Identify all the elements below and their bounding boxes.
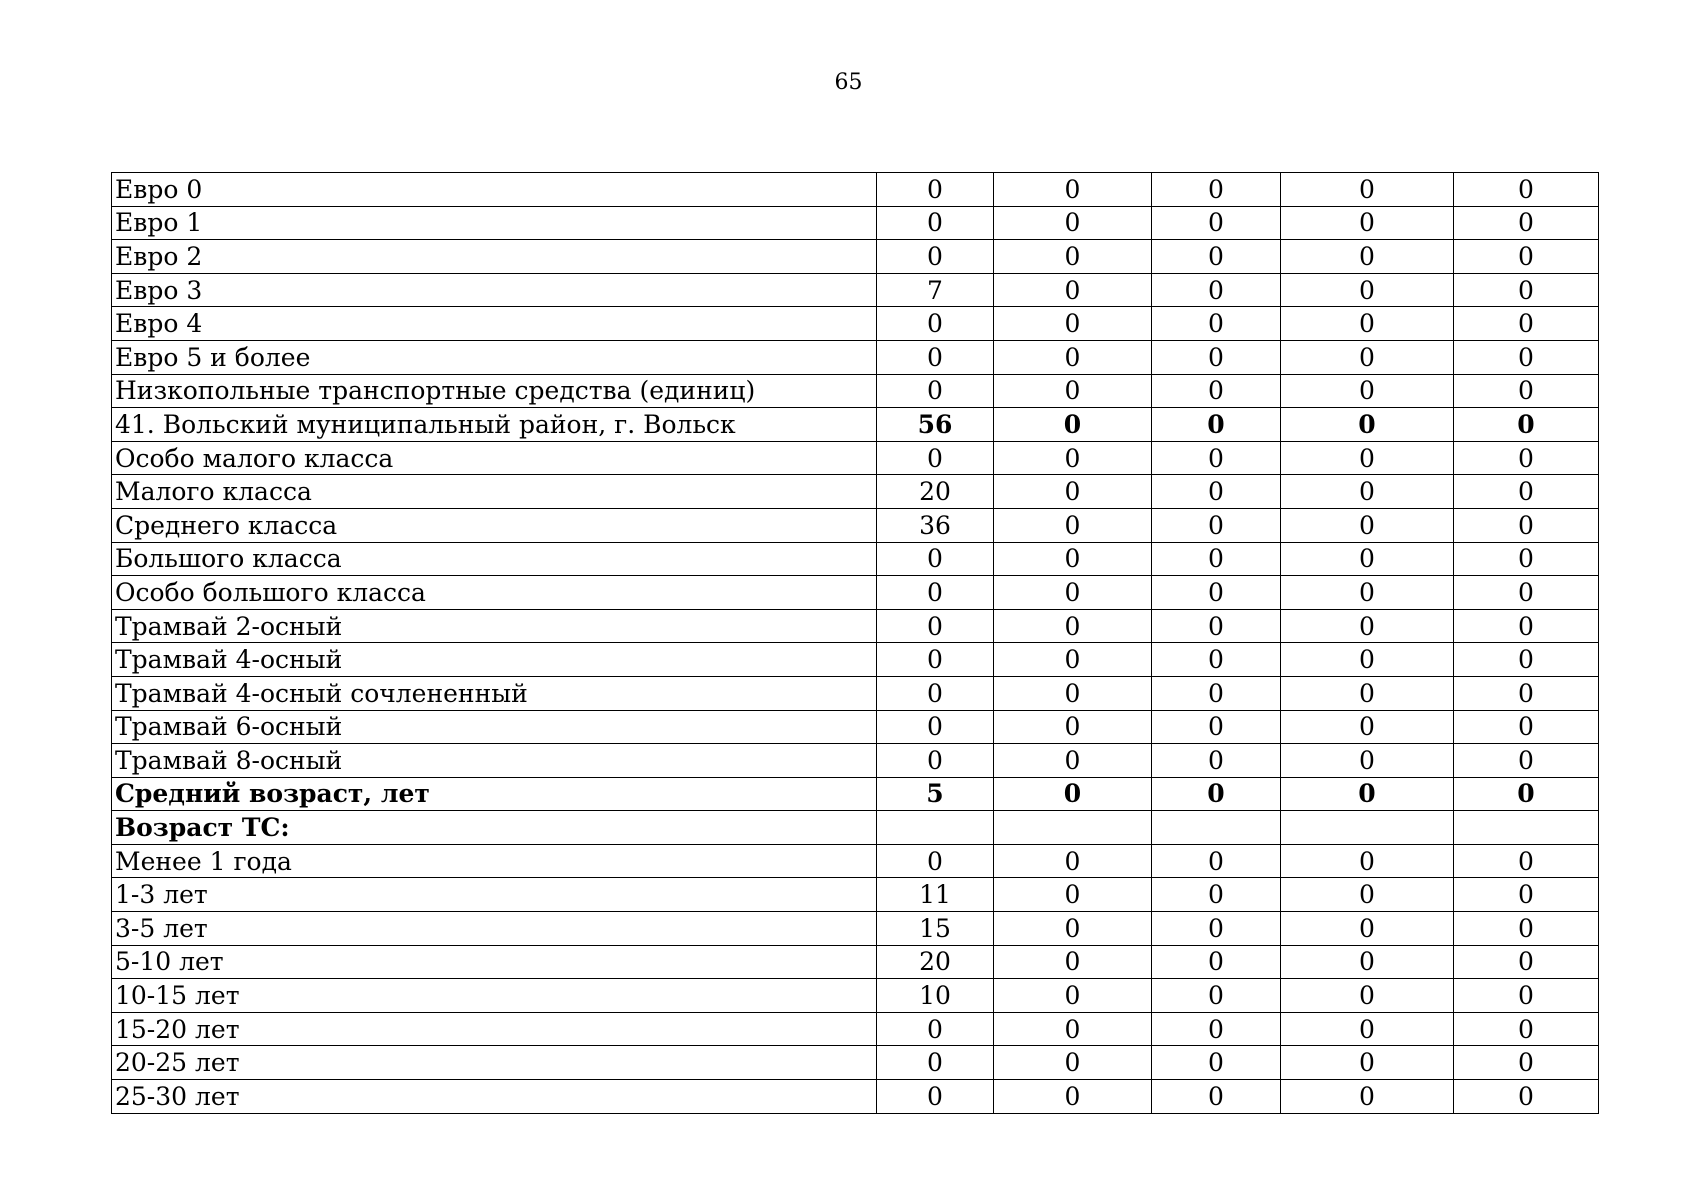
row-label: Евро 3 xyxy=(112,273,877,307)
value-cell: 0 xyxy=(1281,340,1454,374)
value-cell: 0 xyxy=(877,1012,994,1046)
table-row xyxy=(112,508,1599,542)
value-cell: 0 xyxy=(1454,576,1599,610)
value-cell: 0 xyxy=(994,643,1152,677)
value-cell: 0 xyxy=(1454,1012,1599,1046)
table-row xyxy=(112,542,1599,576)
value-cell: 0 xyxy=(1152,945,1281,979)
value-cell: 5 xyxy=(877,777,994,811)
row-label: Трамвай 4-осный xyxy=(112,643,877,677)
table-row xyxy=(112,1046,1599,1080)
value-cell: 0 xyxy=(1281,576,1454,610)
value-cell: 0 xyxy=(1152,777,1281,811)
value-cell: 0 xyxy=(994,576,1152,610)
value-cell: 0 xyxy=(994,979,1152,1013)
value-cell: 0 xyxy=(1454,273,1599,307)
row-label: Малого класса xyxy=(112,475,877,509)
row-label: Среднего класса xyxy=(112,508,877,542)
value-cell: 0 xyxy=(1152,912,1281,946)
value-cell: 0 xyxy=(1454,508,1599,542)
value-cell: 0 xyxy=(1152,508,1281,542)
value-cell: 0 xyxy=(994,744,1152,778)
table-row xyxy=(112,979,1599,1013)
table-row xyxy=(112,307,1599,341)
value-cell xyxy=(1152,811,1281,845)
value-cell: 0 xyxy=(1281,542,1454,576)
row-label: 10-15 лет xyxy=(112,979,877,1013)
row-label: Трамвай 8-осный xyxy=(112,744,877,778)
value-cell: 10 xyxy=(877,979,994,1013)
value-cell: 0 xyxy=(1281,273,1454,307)
value-cell: 0 xyxy=(1152,1080,1281,1114)
value-cell: 0 xyxy=(1152,475,1281,509)
table-row xyxy=(112,945,1599,979)
value-cell: 0 xyxy=(1152,374,1281,408)
value-cell: 0 xyxy=(1281,777,1454,811)
value-cell: 0 xyxy=(1454,945,1599,979)
value-cell: 0 xyxy=(877,1080,994,1114)
value-cell: 0 xyxy=(1281,508,1454,542)
value-cell: 0 xyxy=(877,441,994,475)
value-cell: 0 xyxy=(994,945,1152,979)
value-cell: 0 xyxy=(1281,173,1454,207)
value-cell: 0 xyxy=(1152,979,1281,1013)
value-cell: 0 xyxy=(1152,340,1281,374)
value-cell: 0 xyxy=(1454,173,1599,207)
value-cell: 0 xyxy=(877,542,994,576)
value-cell: 0 xyxy=(994,508,1152,542)
value-cell: 0 xyxy=(1454,1046,1599,1080)
table-row xyxy=(112,576,1599,610)
row-label: Евро 4 xyxy=(112,307,877,341)
value-cell: 0 xyxy=(877,307,994,341)
value-cell xyxy=(877,811,994,845)
table-row xyxy=(112,643,1599,677)
value-cell: 0 xyxy=(877,173,994,207)
table-row xyxy=(112,206,1599,240)
value-cell: 0 xyxy=(994,441,1152,475)
value-cell: 0 xyxy=(994,340,1152,374)
value-cell: 0 xyxy=(1281,609,1454,643)
value-cell: 0 xyxy=(1454,844,1599,878)
value-cell: 0 xyxy=(994,710,1152,744)
value-cell: 0 xyxy=(877,844,994,878)
value-cell: 0 xyxy=(1281,676,1454,710)
value-cell: 0 xyxy=(877,710,994,744)
table-row xyxy=(112,710,1599,744)
value-cell: 0 xyxy=(1454,475,1599,509)
row-label: Низкопольные транспортные средства (единиц) xyxy=(112,374,877,408)
value-cell: 0 xyxy=(1152,710,1281,744)
row-label: Евро 1 xyxy=(112,206,877,240)
value-cell: 0 xyxy=(1281,844,1454,878)
value-cell: 0 xyxy=(994,777,1152,811)
value-cell: 0 xyxy=(1281,206,1454,240)
table-row xyxy=(112,744,1599,778)
value-cell: 0 xyxy=(1152,542,1281,576)
value-cell: 0 xyxy=(994,240,1152,274)
row-label: 20-25 лет xyxy=(112,1046,877,1080)
table-row xyxy=(112,912,1599,946)
value-cell: 0 xyxy=(994,273,1152,307)
row-label: Евро 0 xyxy=(112,173,877,207)
value-cell: 0 xyxy=(1152,240,1281,274)
value-cell: 0 xyxy=(1454,542,1599,576)
value-cell: 0 xyxy=(1281,374,1454,408)
table-row xyxy=(112,609,1599,643)
value-cell: 0 xyxy=(994,408,1152,442)
value-cell: 0 xyxy=(994,542,1152,576)
value-cell: 0 xyxy=(877,374,994,408)
table-row xyxy=(112,408,1599,442)
table-row xyxy=(112,777,1599,811)
row-label: Возраст ТС: xyxy=(112,811,877,845)
table-row xyxy=(112,676,1599,710)
value-cell: 0 xyxy=(1281,643,1454,677)
value-cell: 0 xyxy=(994,1080,1152,1114)
value-cell: 0 xyxy=(1152,676,1281,710)
value-cell: 0 xyxy=(877,676,994,710)
value-cell: 11 xyxy=(877,878,994,912)
row-label: Трамвай 4-осный сочлененный xyxy=(112,676,877,710)
value-cell: 20 xyxy=(877,945,994,979)
row-label: Особо большого класса xyxy=(112,576,877,610)
table-row xyxy=(112,340,1599,374)
value-cell: 0 xyxy=(877,744,994,778)
value-cell: 0 xyxy=(1454,643,1599,677)
value-cell xyxy=(1454,811,1599,845)
value-cell: 0 xyxy=(994,878,1152,912)
row-label: Большого класса xyxy=(112,542,877,576)
value-cell: 0 xyxy=(1152,441,1281,475)
value-cell: 0 xyxy=(1454,979,1599,1013)
value-cell: 0 xyxy=(1281,1012,1454,1046)
value-cell: 0 xyxy=(1152,206,1281,240)
value-cell: 0 xyxy=(1152,576,1281,610)
value-cell xyxy=(1281,811,1454,845)
value-cell: 0 xyxy=(1152,844,1281,878)
value-cell: 0 xyxy=(994,609,1152,643)
row-label: Особо малого класса xyxy=(112,441,877,475)
row-label: 15-20 лет xyxy=(112,1012,877,1046)
value-cell: 0 xyxy=(1152,609,1281,643)
value-cell: 0 xyxy=(877,340,994,374)
value-cell: 0 xyxy=(1454,777,1599,811)
row-label: 41. Вольский муниципальный район, г. Вольск xyxy=(112,408,877,442)
value-cell: 0 xyxy=(1281,878,1454,912)
value-cell: 0 xyxy=(877,643,994,677)
value-cell: 0 xyxy=(1454,206,1599,240)
value-cell: 0 xyxy=(994,475,1152,509)
value-cell: 0 xyxy=(994,1012,1152,1046)
value-cell: 0 xyxy=(1281,441,1454,475)
table-row xyxy=(112,878,1599,912)
value-cell: 0 xyxy=(1454,912,1599,946)
table-row xyxy=(112,441,1599,475)
value-cell: 0 xyxy=(1152,1046,1281,1080)
value-cell: 0 xyxy=(1454,609,1599,643)
value-cell: 7 xyxy=(877,273,994,307)
value-cell: 0 xyxy=(1152,173,1281,207)
value-cell: 0 xyxy=(1281,744,1454,778)
table-row xyxy=(112,173,1599,207)
table-row xyxy=(112,240,1599,274)
value-cell: 0 xyxy=(994,912,1152,946)
value-cell: 0 xyxy=(877,609,994,643)
value-cell: 0 xyxy=(1152,1012,1281,1046)
value-cell: 0 xyxy=(1281,307,1454,341)
row-label: Евро 2 xyxy=(112,240,877,274)
row-label: 25-30 лет xyxy=(112,1080,877,1114)
row-label: 3-5 лет xyxy=(112,912,877,946)
data-table xyxy=(111,172,1599,1114)
row-label: Трамвай 6-осный xyxy=(112,710,877,744)
value-cell: 0 xyxy=(1281,979,1454,1013)
value-cell: 36 xyxy=(877,508,994,542)
value-cell: 0 xyxy=(1152,643,1281,677)
value-cell: 0 xyxy=(877,240,994,274)
value-cell: 0 xyxy=(1152,744,1281,778)
value-cell: 20 xyxy=(877,475,994,509)
row-label: Евро 5 и более xyxy=(112,340,877,374)
value-cell: 56 xyxy=(877,408,994,442)
value-cell: 0 xyxy=(994,374,1152,408)
value-cell: 0 xyxy=(1454,710,1599,744)
value-cell xyxy=(994,811,1152,845)
value-cell: 0 xyxy=(994,844,1152,878)
value-cell: 0 xyxy=(994,206,1152,240)
row-label: Трамвай 2-осный xyxy=(112,609,877,643)
value-cell: 0 xyxy=(994,676,1152,710)
value-cell: 0 xyxy=(1281,1080,1454,1114)
table-row xyxy=(112,273,1599,307)
table-row xyxy=(112,1012,1599,1046)
table-row xyxy=(112,844,1599,878)
value-cell: 0 xyxy=(1281,710,1454,744)
value-cell: 0 xyxy=(1454,878,1599,912)
value-cell: 0 xyxy=(1454,240,1599,274)
value-cell: 0 xyxy=(1281,1046,1454,1080)
value-cell: 0 xyxy=(994,173,1152,207)
value-cell: 0 xyxy=(1281,912,1454,946)
value-cell: 0 xyxy=(1152,878,1281,912)
value-cell: 0 xyxy=(1152,307,1281,341)
row-label: 1-3 лет xyxy=(112,878,877,912)
value-cell: 0 xyxy=(1454,1080,1599,1114)
value-cell: 0 xyxy=(877,576,994,610)
value-cell: 0 xyxy=(994,1046,1152,1080)
table-row xyxy=(112,1080,1599,1114)
value-cell: 0 xyxy=(1454,676,1599,710)
value-cell: 0 xyxy=(1454,307,1599,341)
value-cell: 0 xyxy=(877,206,994,240)
value-cell: 0 xyxy=(1454,340,1599,374)
value-cell: 0 xyxy=(1281,475,1454,509)
value-cell: 15 xyxy=(877,912,994,946)
value-cell: 0 xyxy=(1281,240,1454,274)
table-row xyxy=(112,374,1599,408)
value-cell: 0 xyxy=(1454,408,1599,442)
row-label: Менее 1 года xyxy=(112,844,877,878)
value-cell: 0 xyxy=(1454,374,1599,408)
value-cell: 0 xyxy=(1454,441,1599,475)
table-row xyxy=(112,811,1599,845)
value-cell: 0 xyxy=(1152,273,1281,307)
row-label: Средний возраст, лет xyxy=(112,777,877,811)
table-row xyxy=(112,475,1599,509)
value-cell: 0 xyxy=(1152,408,1281,442)
value-cell: 0 xyxy=(1454,744,1599,778)
table-body xyxy=(112,173,1599,1114)
value-cell: 0 xyxy=(994,307,1152,341)
page-number: 65 xyxy=(834,70,863,95)
value-cell: 0 xyxy=(1281,408,1454,442)
value-cell: 0 xyxy=(877,1046,994,1080)
row-label: 5-10 лет xyxy=(112,945,877,979)
value-cell: 0 xyxy=(1281,945,1454,979)
